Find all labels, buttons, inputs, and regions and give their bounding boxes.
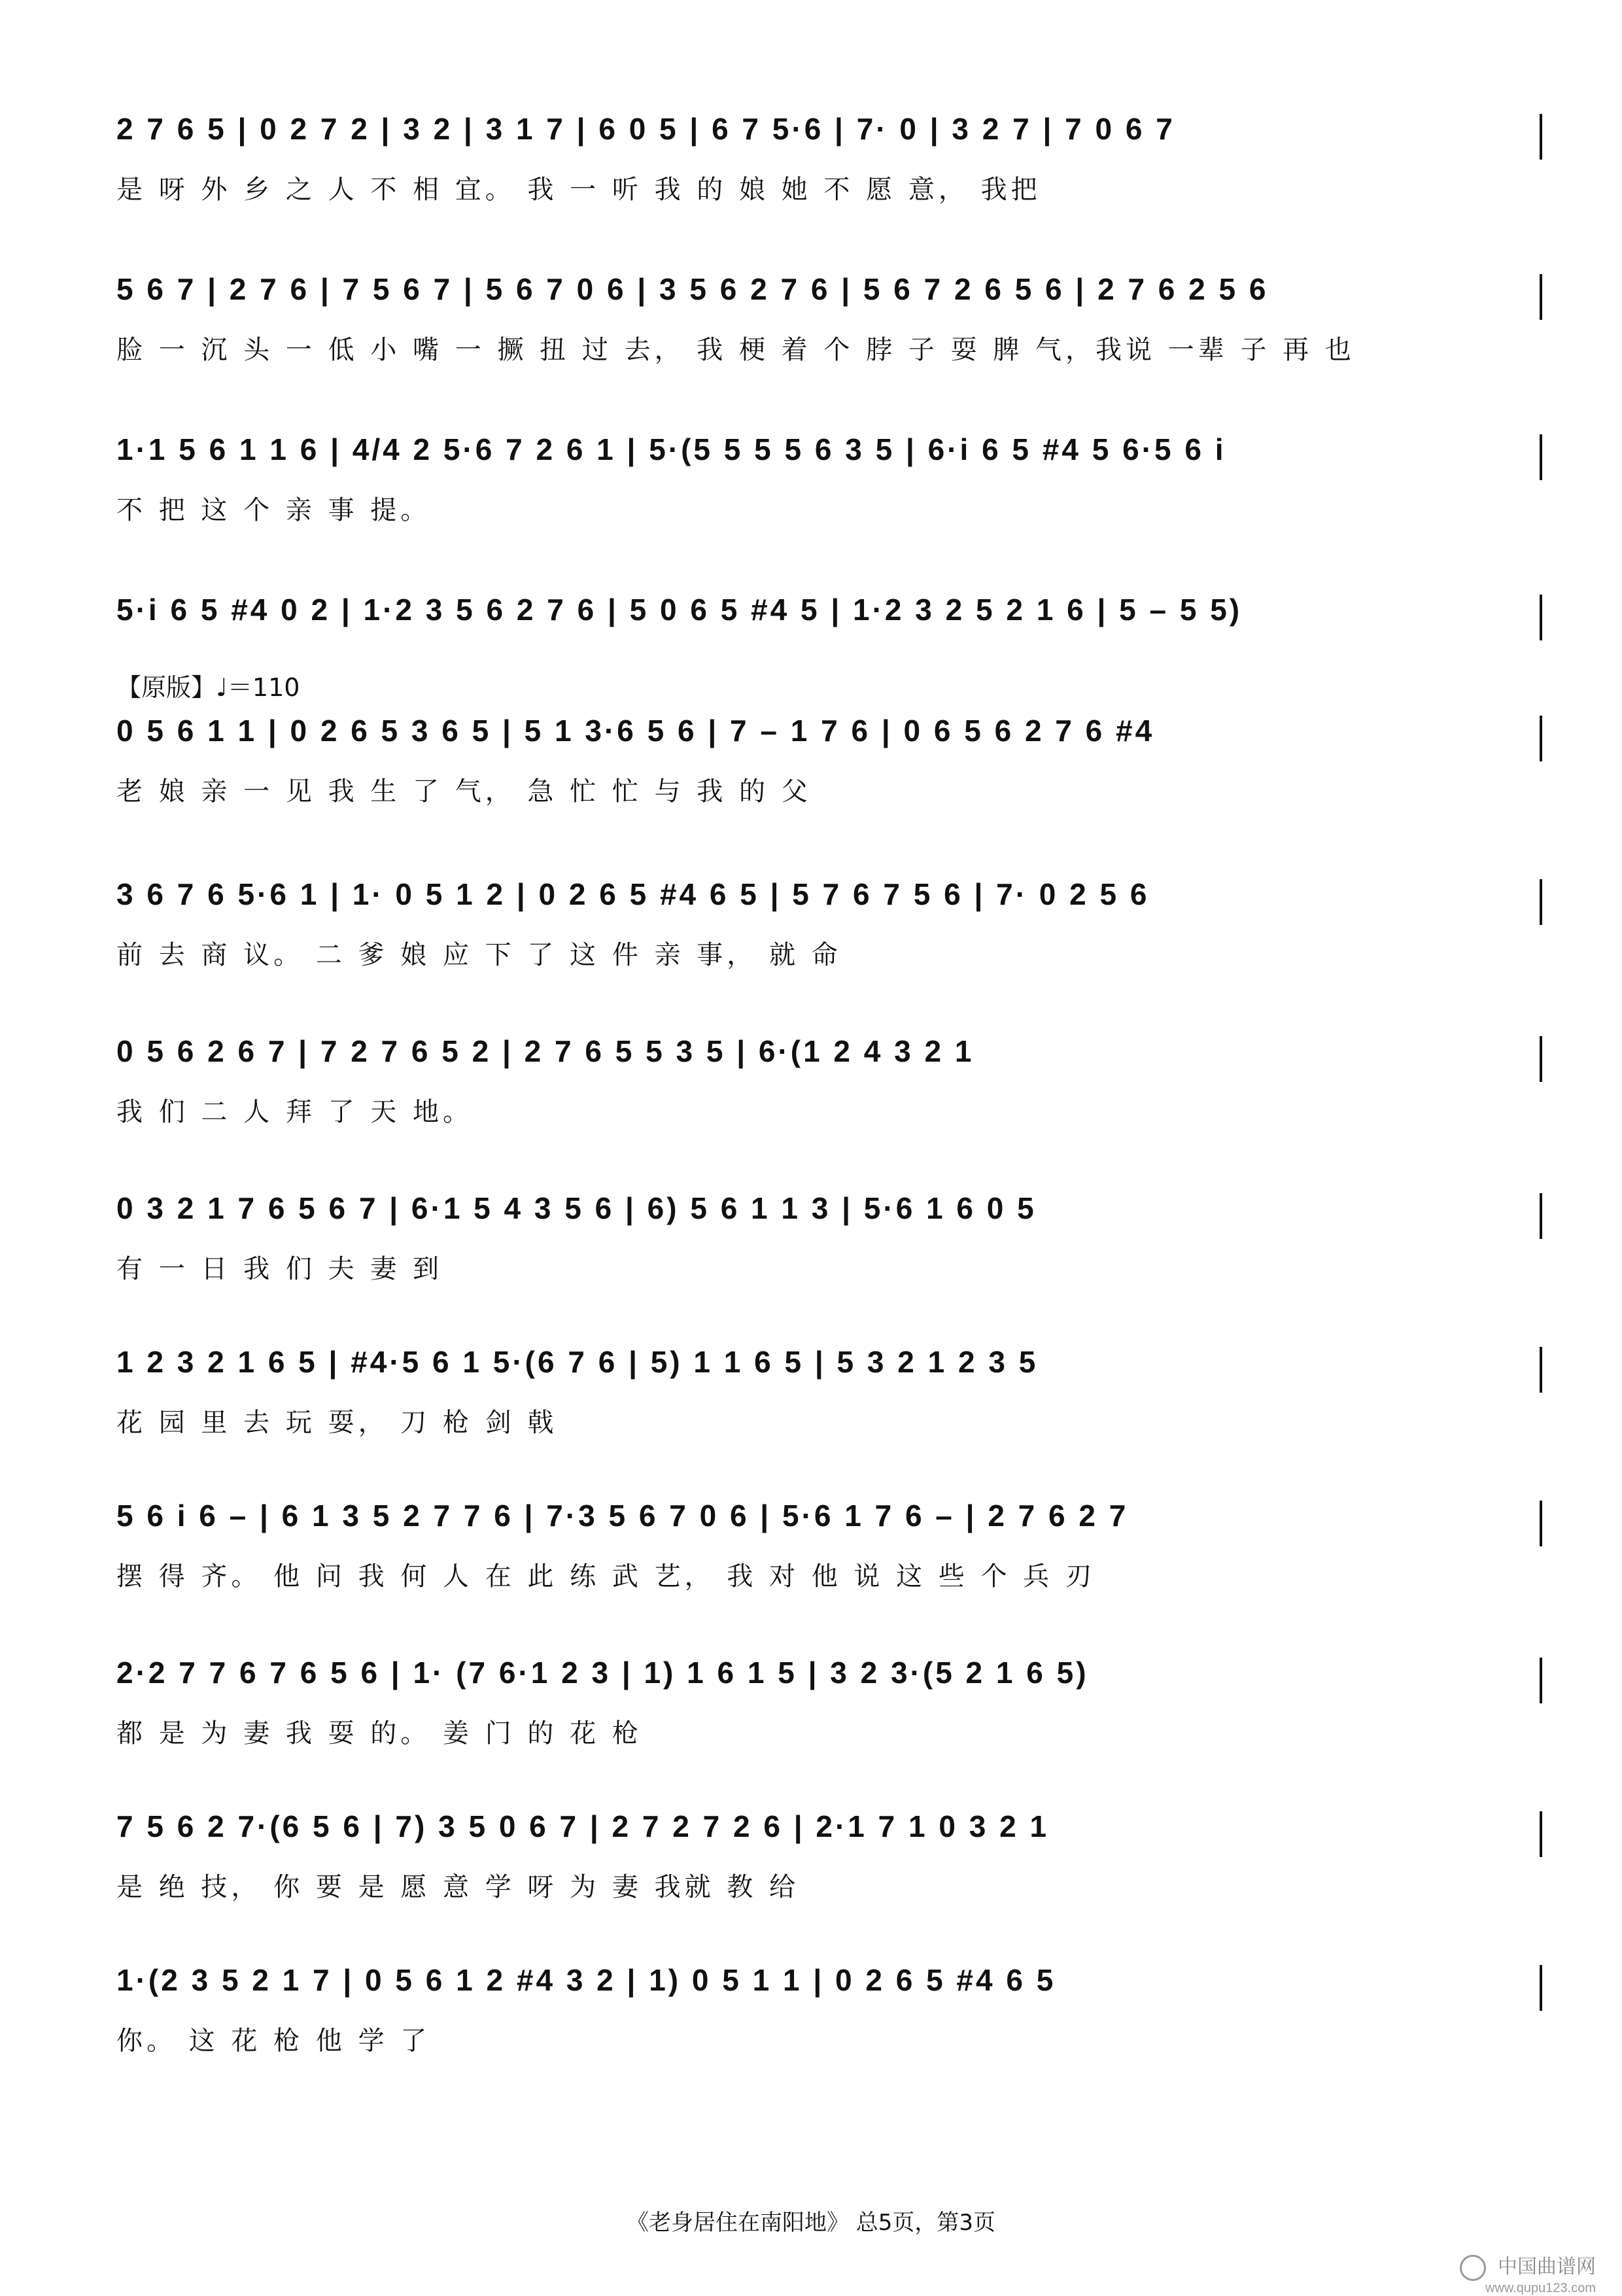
barline [1540, 1193, 1542, 1239]
barline [1540, 1036, 1542, 1082]
jianpu-notes: 1 2 3 2 1 6 5 | #4·5 6 1 5·(6 7 6 | 5) 1 1 6 5 | 5 3 2 1 2 3 5 [116, 1345, 1039, 1379]
music-system [116, 877, 1542, 1007]
barline [1540, 114, 1542, 160]
music-system [116, 1809, 1542, 1939]
lyrics: 有 一 日 我 们 夫 妻 到 [116, 1254, 443, 1284]
jianpu-notes: 0 5 6 2 6 7 | 7 2 7 6 5 2 | 2 7 6 5 5 3 5 | 6·(1 2 4 3 2 1 [116, 1034, 975, 1068]
lyrics: 我 们 二 人 拜 了 天 地。 [116, 1097, 474, 1127]
lyrics: 老 娘 亲 一 见 我 生 了 气， 急 忙 忙 与 我 的 父 [116, 776, 812, 807]
watermark-name: 中国曲谱网 [1498, 2255, 1596, 2278]
site-watermark [1460, 2250, 1596, 2296]
music-system [116, 1962, 1542, 2093]
jianpu-notes: 5 6 i 6 – | 6 1 3 5 2 7 7 6 | 7·3 5 6 7 0 6 | 5·6 1 7 6 – | 2 7 6 2 7 [116, 1499, 1129, 1533]
lyrics: 不 把 这 个 亲 事 提。 [116, 495, 431, 525]
music-system [116, 1344, 1542, 1475]
jianpu-notes: 5·i 6 5 #4 0 2 | 1·2 3 5 6 2 7 6 | 5 0 6 5 #4 5 | 1·2 3 2 5 2 1 6 | 5 – 5 5) [116, 593, 1243, 627]
barline [1540, 1347, 1542, 1393]
barline [1540, 879, 1542, 925]
jianpu-notes: 0 5 6 1 1 | 0 2 6 5 3 6 5 | 5 1 3·6 5 6 | 7 – 1 7 6 | 0 6 5 6 2 7 6 #4 [116, 714, 1155, 748]
jianpu-notes: 0 3 2 1 7 6 5 6 7 | 6·1 5 4 3 5 6 | 6) 5 6 1 1 3 | 5·6 1 6 0 5 [116, 1191, 1037, 1225]
jianpu-notes: 1·1 5 6 1 1 6 | 4/4 2 5·6 7 2 6 1 | 5·(5 5 5 5 6 3 5 | 6·i 6 5 #4 5 6·5 6 i [116, 432, 1226, 466]
barline [1540, 434, 1542, 480]
barline [1540, 716, 1542, 761]
jianpu-notes: 3 6 7 6 5·6 1 | 1· 0 5 1 2 | 0 2 6 5 #4 6 5 | 5 7 6 7 5 6 | 7· 0 2 5 6 [116, 877, 1150, 911]
tempo-marking: 【原版】♩＝110 [116, 673, 300, 702]
music-system [116, 432, 1542, 563]
barline [1540, 274, 1542, 320]
barline [1540, 595, 1542, 640]
watermark-url: www.qupu123.com [1485, 2281, 1596, 2295]
barline [1540, 1501, 1542, 1546]
music-system [116, 592, 1542, 723]
lyrics: 花 园 里 去 玩 耍， 刀 枪 剑 戟 [116, 1408, 558, 1438]
music-system [116, 1191, 1542, 1321]
music-system [116, 1498, 1542, 1629]
lyrics: 脸 一 沉 头 一 低 小 嘴 一 撅 扭 过 去， 我 梗 着 个 脖 子 耍 脾 气，我说 一辈 子 再 也 [116, 335, 1355, 365]
music-system [116, 713, 1542, 844]
lyrics: 摆 得 齐。 他 问 我 何 人 在 此 练 武 艺， 我 对 他 说 这 些 个 兵 刃 [116, 1561, 1096, 1592]
jianpu-notes: 7 5 6 2 7·(6 5 6 | 7) 3 5 0 6 7 | 2 7 2 7 2 6 | 2·1 7 1 0 3 2 1 [116, 1809, 1050, 1843]
music-system [116, 271, 1542, 402]
music-system [116, 1034, 1542, 1164]
lyrics: 前 去 商 议。 二 爹 娘 应 下 了 这 件 亲 事， 就 命 [116, 940, 842, 970]
barline [1540, 1658, 1542, 1703]
barline [1540, 1811, 1542, 1857]
lyrics: 是 绝 技， 你 要 是 愿 意 学 呀 为 妻 我就 教 给 [116, 1872, 800, 1902]
lyrics: 都 是 为 妻 我 耍 的。 姜 门 的 花 枪 [116, 1718, 642, 1748]
barline [1540, 1965, 1542, 2011]
lyrics: 你。 这 花 枪 他 学 了 [116, 2026, 431, 2056]
jianpu-notes: 5 6 7 | 2 7 6 | 7 5 6 7 | 5 6 7 0 6 | 3 5 6 2 7 6 | 5 6 7 2 6 5 6 | 2 7 6 2 5 6 [116, 272, 1269, 306]
lyrics: 是 呀 外 乡 之 人 不 相 宜。 我 一 听 我 的 娘 她 不 愿 意， 我把 [116, 175, 1041, 205]
page-footer: 《老身居住在南阳地》 总5页，第3页 [626, 2210, 996, 2236]
music-system [116, 1655, 1542, 1786]
music-system [116, 111, 1542, 242]
jianpu-notes: 2·2 7 7 6 7 6 5 6 | 1· (7 6·1 2 3 | 1) 1 6 1 5 | 3 2 3·(5 2 1 6 5) [116, 1656, 1089, 1690]
jianpu-notes: 1·(2 3 5 2 1 7 | 0 5 6 1 2 #4 3 2 | 1) 0 5 1 1 | 0 2 6 5 #4 6 5 [116, 1963, 1056, 1997]
jianpu-notes: 2 7 6 5 | 0 2 7 2 | 3 2 | 3 1 7 | 6 0 5 | 6 7 5·6 | 7· 0 | 3 2 7 | 7 0 6 7 [116, 112, 1175, 146]
site-logo-icon [1460, 2255, 1486, 2281]
